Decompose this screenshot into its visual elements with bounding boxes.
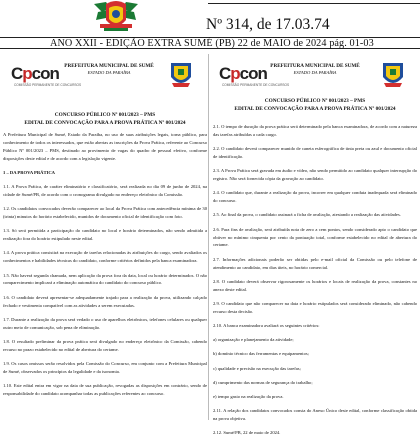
edition-line: ANO XXII - EDIÇÃO EXTRA SUMÉ (PB) 22 de MAIO de 2024 pág. 01-03 bbox=[50, 38, 374, 49]
doc-heading bbox=[213, 98, 417, 112]
left-column bbox=[3, 57, 207, 420]
cpcon-logo-text: Cpcon bbox=[219, 64, 267, 83]
paragraph: 1.6. O candidato deverá apresentar-se adequadamente trajado para a realização da prova, utilizando calçado fechado e vestimenta compatível com as atividades a serem executadas. bbox=[3, 294, 207, 308]
paragraph: 1.2. Os candidatos convocados deverão comparecer ao local da Prova Prática com antecedência mínima de 30 (trinta) minutos do horário estabelecido, munidos de documento oficial de identificação com foto. bbox=[3, 206, 207, 220]
paragraph: 1.4. A prova prática consistirá na execução de tarefas relacionadas às atribuições do cargo, sendo avaliados os conhecimentos e habilidades técnicas do candidato, conforme critérios definidos pela banca examinadora. bbox=[3, 250, 207, 264]
law-reference bbox=[208, 0, 420, 16]
municipal-seal-icon bbox=[381, 61, 405, 89]
paragraph: 2.3. A Prova Prática será gravada em áudio e vídeo, não sendo permitido ao candidato qualquer interrupção do registro. Não será fornecida cópia da gravação ao candidato. bbox=[213, 168, 417, 182]
edition-bar bbox=[0, 37, 420, 49]
paragraph: 1.5. Não haverá segunda chamada, nem aplicação da prova fora da data, local ou horário determinados. O não comparecimento implicará a eliminação automática do candidato do concurso público. bbox=[3, 272, 207, 286]
paragraph: 2.12. Sumé/PB, 22 de maio de 2024. bbox=[213, 430, 281, 436]
paragraph: 2.9. O candidato que não comparecer na data e horário estipulados será considerado eliminado, não cabendo recurso desta decisão. bbox=[213, 300, 417, 314]
paragraph: 2.5. Ao final da prova, o candidato assinará a ficha de avaliação, atestando a realização das atividades. bbox=[213, 212, 401, 218]
paragraph: 2.6. Para fins de avaliação, será atribuída nota de zero a cem pontos, sendo considerado apto o candidato que obtiver no mínimo cinquenta por cento da pontuação total, conforme estabelecido no edital de abertura do certame. bbox=[213, 226, 417, 248]
cpcon-logo-text: Cpcon bbox=[11, 64, 59, 83]
org-state: ESTADO DA PARAÍBA bbox=[87, 70, 131, 75]
doc-subtitle: EDITAL DE CONVOCAÇÃO PARA A PROVA PRÁTICA Nº 001/2024 bbox=[24, 119, 186, 126]
org-block bbox=[265, 63, 365, 75]
cpcon-logo bbox=[11, 63, 82, 93]
org-title: PREFEITURA MUNICIPAL DE SUMÉ bbox=[64, 63, 154, 69]
list-item: a) organização e planejamento da atividade; bbox=[213, 337, 294, 343]
paragraph: A Prefeitura Municipal de Sumé, Estado da Paraíba, no uso de suas atribuições legais, torna público, para conhecimento de todos os interessados, que estão abertas as inscrições da Prova Prática, referente ao Concurso Público Nº 001/2023 – PMS, destinado ao provimento de vagas do quadro de pessoal efetivo, conforme disposições deste edital e de acordo com a legislação vigente. bbox=[3, 132, 207, 161]
paragraph: 2.7. Informações adicionais poderão ser obtidas pelo e-mail oficial da Comissão ou pelo telefone de atendimento ao candidato, em dias úteis, no horário comercial. bbox=[213, 256, 417, 270]
left-body-text bbox=[3, 131, 207, 398]
paragraph: 2.11. A relação dos candidatos convocados consta do Anexo Único deste edital, conforme classificação obtida na prova objetiva. bbox=[213, 408, 417, 422]
org-title: PREFEITURA MUNICIPAL DE SUMÉ bbox=[270, 63, 360, 69]
paragraph: 2.2. O candidato deverá comparecer munido de caneta esferográfica de tinta preta ou azul e documento oficial de identificação. bbox=[213, 146, 417, 160]
cpcon-logo bbox=[219, 63, 290, 93]
paragraph: 1.1. A Prova Prática, de caráter eliminatório e classificatório, será realizada no dia 09 de junho de 2024, na cidade de Sumé/PB, de acordo com o cronograma divulgado no endereço eletrônico da Comissão. bbox=[3, 184, 207, 198]
list-item: d) cumprimento das normas de segurança do trabalho; bbox=[213, 379, 313, 385]
list-item: e) tempo gasto na realização da prova. bbox=[213, 394, 284, 399]
paragraph: 2.4. O candidato que, durante a realização da prova, incorrer em qualquer conduta inadequada será eliminado do concurso. bbox=[213, 190, 417, 204]
right-column bbox=[213, 57, 417, 436]
municipal-crest-icon bbox=[90, 0, 142, 34]
paragraph: 2.1. O tempo de duração da prova prática será determinado pela banca examinadora, de acordo com a natureza das tarefas atribuídas a cada cargo. bbox=[213, 124, 417, 137]
municipal-seal-icon bbox=[169, 61, 193, 89]
paragraph: 1.8. O resultado preliminar da prova prática será divulgado no endereço eletrônico da Comissão, cabendo recurso no prazo estabelecido no edital de abertura do certame. bbox=[3, 338, 207, 352]
right-body-text bbox=[213, 123, 417, 437]
paragraph: 2.8. O candidato deverá observar rigorosamente os horários e locais de realização da prova, constantes no anexo deste edital. bbox=[213, 278, 417, 292]
org-state: ESTADO DA PARAÍBA bbox=[293, 70, 337, 75]
edition-number: Nº 314, de 17.03.74 bbox=[206, 16, 330, 33]
doc-heading bbox=[3, 112, 207, 126]
paragraph: 2.10. A banca examinadora avaliará os seguintes critérios: bbox=[213, 322, 320, 328]
list-item: c) qualidade e precisão na execução das tarefas; bbox=[213, 365, 301, 371]
paragraph: 1.3. Só será permitida a participação do candidato no local e horário determinados, não sendo admitida a realização fora do horário estipulado neste edital. bbox=[3, 228, 207, 242]
paragraph: 1.10. Este edital entra em vigor na data de sua publicação, revogadas as disposições em contrário, sendo de responsabilidade do candidato acompanhar todas as publicações referentes ao concurso. bbox=[3, 383, 207, 397]
cpcon-logo-subtitle: COMISSÃO PERMANENTE DE CONCURSOS bbox=[222, 83, 290, 87]
list-item: b) domínio técnico das ferramentas e equipamentos; bbox=[213, 351, 309, 357]
section-heading: 1 – DA PROVA PRÁTICA bbox=[3, 169, 55, 175]
cpcon-logo-subtitle: COMISSÃO PERMANENTE DE CONCURSOS bbox=[14, 83, 82, 87]
doc-title: CONCURSO PÚBLICO Nº 001/2023 – PMS bbox=[264, 98, 366, 104]
column-divider bbox=[208, 54, 209, 420]
doc-title: CONCURSO PÚBLICO Nº 001/2023 – PMS bbox=[54, 112, 156, 118]
org-block bbox=[59, 63, 159, 75]
paragraph: 1.7. Durante a realização da prova será vedado o uso de aparelhos eletrônicos, telefones celulares ou qualquer outro meio de comunicação, sob pena de eliminação. bbox=[3, 316, 207, 330]
doc-subtitle: EDITAL DE CONVOCAÇÃO PARA A PROVA PRÁTICA Nº 001/2024 bbox=[234, 105, 396, 112]
masthead bbox=[0, 0, 420, 36]
paragraph: 1.9. Os casos omissos serão resolvidos pela Comissão do Concurso, em conjunto com a Prefeitura Municipal de Sumé, observados os princípios da legalidade e da isonomia. bbox=[3, 361, 207, 374]
